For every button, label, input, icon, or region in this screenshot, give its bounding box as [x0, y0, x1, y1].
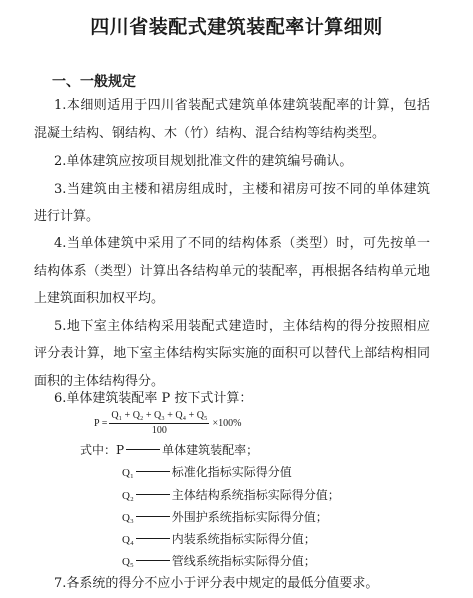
q2-symbol: Q₂ — [122, 490, 134, 502]
definition-p-desc: 单体建筑装配率； — [162, 443, 259, 457]
item-1-line-1: 1.本细则适用于四川省装配式建筑单体建筑装配率的计算，包括 — [54, 98, 430, 113]
item-2-line-1: 2.单体建筑应按项目规划批准文件的建筑编号确认。 — [54, 154, 353, 169]
dash-line — [136, 494, 170, 495]
dash-line — [136, 471, 170, 472]
definition-q1 — [122, 464, 292, 481]
q1-desc: 标准化指标实际得分值 — [171, 465, 292, 479]
dash-line — [136, 516, 170, 517]
item-5-line-1: 5.地下室主体结构采用装配式建造时，主体结构的得分按照相应 — [54, 319, 430, 334]
item-3-line-2: 进行计算。 — [34, 209, 100, 224]
definition-q5 — [122, 553, 316, 570]
formula-numerator: Q₁ + Q₂ + Q₃ + Q₄ + Q₅ — [109, 410, 209, 424]
item-4-line-3: 上建筑面积加权平均。 — [34, 291, 165, 306]
definition-p — [80, 442, 258, 458]
q5-symbol: Q₅ — [122, 556, 134, 568]
q4-desc: 内装系统指标实际得分值； — [171, 532, 316, 546]
definition-q4 — [122, 531, 316, 548]
formula-denominator: 100 — [151, 424, 167, 436]
q3-desc: 外围护系统指标实际得分值； — [171, 510, 328, 524]
formula-fraction — [109, 410, 209, 437]
definition-q2 — [122, 487, 340, 504]
q4-symbol: Q₄ — [122, 534, 134, 546]
item-3-line-1: 3.当建筑由主楼和裙房组成时，主楼和裙房可按不同的单体建筑 — [54, 182, 430, 197]
formula-multiplier: ×100% — [212, 417, 242, 429]
section-heading: 一、一般规定 — [52, 74, 136, 90]
dash-line — [136, 538, 170, 539]
item-5-line-3: 面积的主体结构得分。 — [34, 374, 165, 389]
q3-symbol: Q₃ — [122, 512, 134, 524]
dash-line — [126, 449, 160, 450]
q1-symbol: Q₁ — [122, 467, 134, 479]
item-5-line-2: 评分表计算，地下室主体结构实际实施的面积可以替代上部结构相同 — [34, 346, 430, 361]
q2-desc: 主体结构系统指标实际得分值； — [171, 488, 340, 502]
q5-desc: 管线系统指标实际得分值； — [171, 554, 316, 568]
dash-line — [136, 560, 170, 561]
document-title: 四川省装配式建筑装配率计算细则 — [90, 16, 383, 38]
assembly-rate-formula — [94, 408, 241, 438]
formula-lhs: P = — [94, 417, 108, 429]
item-7-line-1: 7.各系统的得分不应小于评分表中规定的最低分值要求。 — [54, 576, 379, 591]
item-4-line-1: 4.当单体建筑中采用了不同的结构体系（类型）时，可先按单一 — [54, 236, 430, 251]
item-1-line-2: 混凝土结构、钢结构、木（竹）结构、混合结构等结构类型。 — [34, 126, 386, 141]
definition-q3 — [122, 509, 328, 526]
definition-where-label: 式中：P — [80, 443, 125, 457]
item-6-line-1: 6.单体建筑装配率 P 按下式计算： — [54, 391, 253, 406]
item-4-line-2: 结构体系（类型）计算出各结构单元的装配率，再根据各结构单元地 — [34, 264, 430, 279]
